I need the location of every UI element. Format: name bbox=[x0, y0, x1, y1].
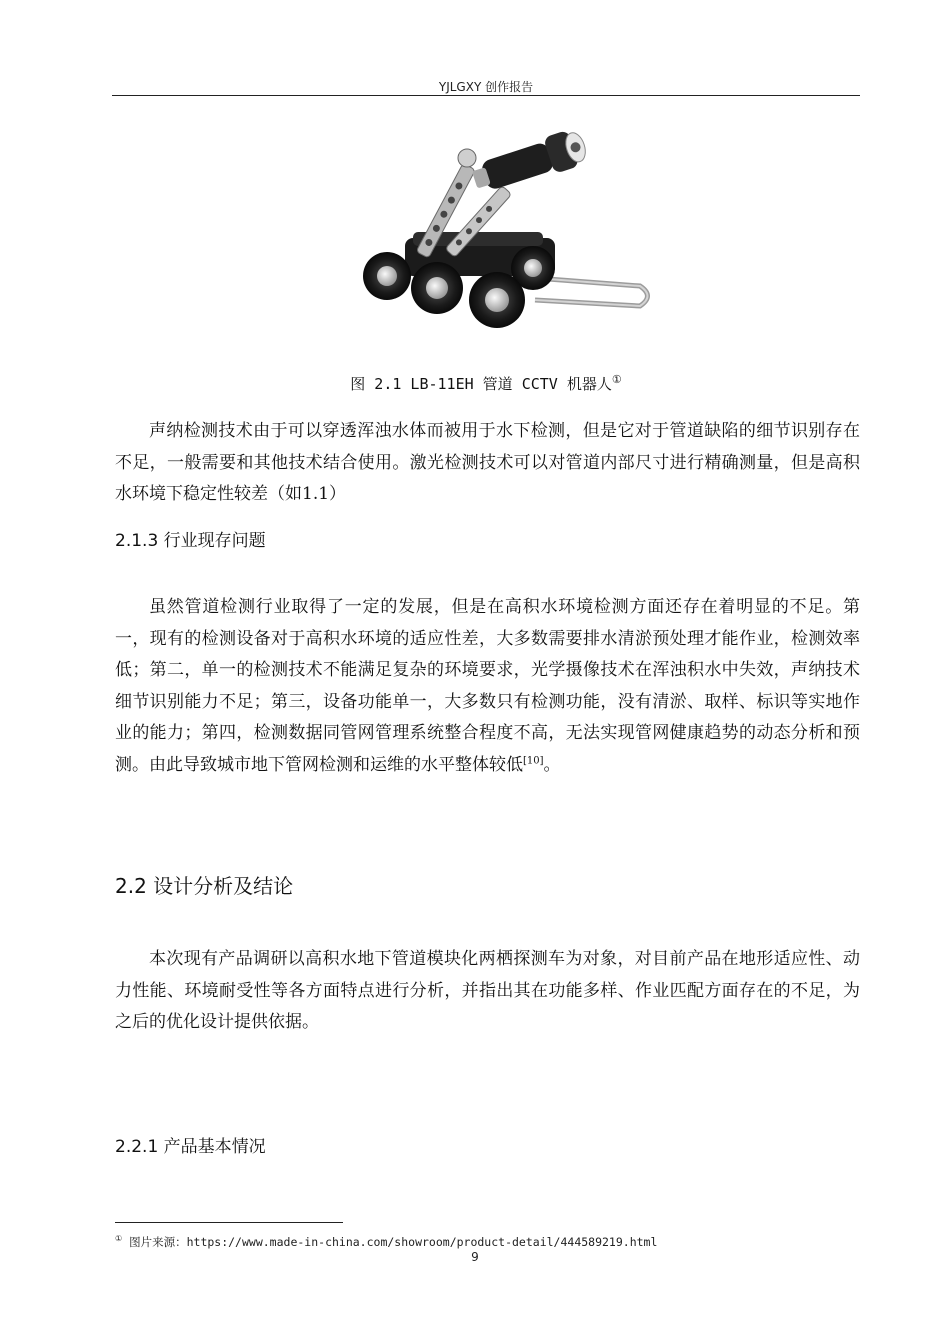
paragraph-problems-text: 虽然管道检测行业取得了一定的发展，但是在高积水环境检测方面还存在着明显的不足。第一，现有的检测设备对于高积水环境的适应性差，大多数需要排水清淤预处理才能作业，检测效率低；第二，单一的检测技术不能满足复杂的环境要求，光学摄像技术在浑浊积水中失效，声纳技术细节识别能力不足；第三，设备功能单一，大多数只有检测功能，没有清淤、取样、标识等实地作业的能力；第四，检测数据同管网管理系统整合程度不高，无法实现管网健康趋势的动态分析和预测。由此导致城市地下管网检测和运维的水平整体较低 bbox=[115, 597, 860, 775]
paragraph-research: 本次现有产品调研以高积水地下管道模块化两栖探测车为对象，对目前产品在地形适应性、动力性能、环境耐受性等各方面特点进行分析，并指出其在功能多样、作业匹配方面存在的不足，为之后的优化设计提供依据。 bbox=[115, 949, 860, 1032]
robot-figure bbox=[355, 128, 660, 346]
paragraph-problems-end: 。 bbox=[543, 754, 561, 775]
paragraph-problems bbox=[115, 592, 860, 781]
footnote-mark: ① bbox=[115, 1234, 123, 1244]
citation-10: [10] bbox=[523, 754, 544, 766]
paragraph-sonar: 声纳检测技术由于可以穿透浑浊水体而被用于水下检测，但是它对于管道缺陷的细节识别存在不足，一般需要和其他技术结合使用。激光检测技术可以对管道内部尺寸进行精确测量，但是高积水环境下稳定性较差（如1.1） bbox=[115, 421, 860, 504]
footnote-text: 图片来源：https://www.made-in-china.com/showroom/product-detail/444589219.html bbox=[122, 1235, 658, 1249]
page-header: YJLGXY 创作报告 bbox=[438, 80, 534, 94]
heading-2-2-1: 2.2.1 产品基本情况 bbox=[115, 1137, 266, 1157]
figure-caption bbox=[112, 373, 860, 394]
heading-2-2: 2.2 设计分析及结论 bbox=[115, 874, 294, 898]
page-number: 9 bbox=[471, 1250, 479, 1264]
footnote-rule bbox=[115, 1222, 343, 1223]
header-rule bbox=[112, 95, 860, 96]
heading-2-1-3: 2.1.3 行业现存问题 bbox=[115, 531, 266, 551]
footnote bbox=[115, 1234, 657, 1250]
caption-note-mark: ① bbox=[611, 373, 622, 386]
caption-text: 图 2.1 LB-11EH 管道 CCTV 机器人 bbox=[350, 375, 612, 393]
